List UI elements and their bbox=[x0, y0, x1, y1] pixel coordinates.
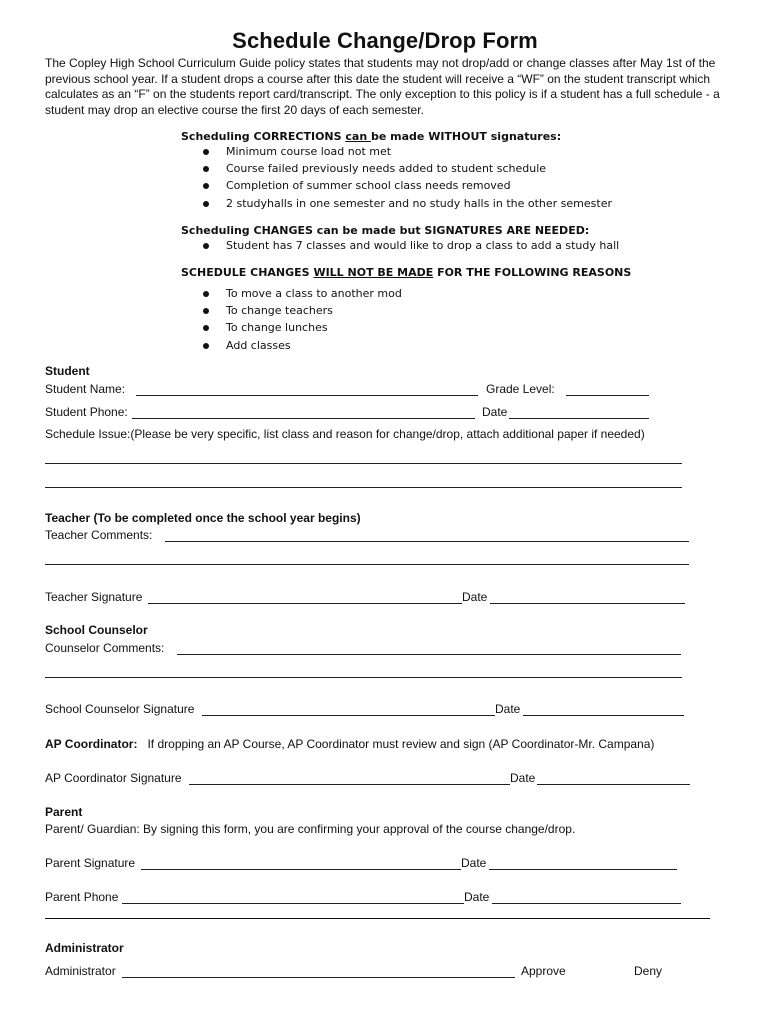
counselor-comments-label: Counselor Comments: bbox=[45, 641, 165, 655]
teacher-signature-field[interactable] bbox=[148, 603, 462, 604]
section-divider bbox=[45, 918, 710, 919]
teacher-signature-label: Teacher Signature bbox=[45, 590, 143, 604]
page-title: Schedule Change/Drop Form bbox=[232, 28, 538, 53]
student-phone-label: Student Phone: bbox=[45, 405, 128, 419]
corrections-list bbox=[181, 143, 661, 212]
list-item: To change lunches bbox=[181, 319, 661, 336]
teacher-comments-line-2[interactable] bbox=[45, 564, 689, 565]
teacher-date-field[interactable] bbox=[490, 603, 685, 604]
changes-heading: Scheduling CHANGES can be made but SIGNATURES ARE NEEDED: bbox=[181, 224, 590, 237]
list-item: To change teachers bbox=[181, 302, 661, 319]
counselor-date-field[interactable] bbox=[523, 715, 684, 716]
list-item: To move a class to another mod bbox=[181, 285, 661, 302]
student-heading: Student bbox=[45, 364, 90, 378]
corrections-heading: Scheduling CORRECTIONS can be made WITHOUT signatures: bbox=[181, 130, 562, 143]
not-made-section bbox=[181, 266, 661, 354]
counselor-date-label: Date bbox=[495, 702, 521, 716]
bullet-icon bbox=[203, 308, 209, 314]
administrator-heading: Administrator bbox=[45, 941, 124, 955]
deny-option[interactable]: Deny bbox=[634, 964, 663, 978]
ap-coordinator-heading: AP Coordinator: bbox=[45, 737, 138, 751]
administrator-signature-field[interactable] bbox=[122, 977, 515, 978]
parent-phone-field[interactable] bbox=[122, 903, 464, 904]
bullet-icon bbox=[203, 325, 209, 331]
bullet-icon bbox=[203, 166, 209, 172]
bullet-icon bbox=[203, 201, 209, 207]
parent-phone-label: Parent Phone bbox=[45, 890, 119, 904]
counselor-comments-field[interactable] bbox=[177, 654, 681, 655]
administrator-label: Administrator bbox=[45, 964, 116, 978]
list-item: Course failed previously needs added to student schedule bbox=[181, 160, 661, 177]
teacher-date-label: Date bbox=[462, 590, 488, 604]
parent-heading: Parent bbox=[45, 805, 83, 819]
student-date-label: Date bbox=[482, 405, 508, 419]
bullet-icon bbox=[203, 183, 209, 189]
ap-signature-field[interactable] bbox=[189, 784, 510, 785]
parent-consent-note: Parent/ Guardian: By signing this form, you are confirming your approval of the course change/drop. bbox=[45, 822, 576, 836]
bullet-icon bbox=[203, 243, 209, 249]
student-name-field[interactable] bbox=[136, 395, 478, 396]
counselor-signature-label: School Counselor Signature bbox=[45, 702, 195, 716]
list-item: Minimum course load not met bbox=[181, 143, 661, 160]
list-item: 2 studyhalls in one semester and no study halls in the other semester bbox=[181, 195, 661, 212]
parent-phone-date-field[interactable] bbox=[492, 903, 681, 904]
bullet-icon bbox=[203, 149, 209, 155]
parent-signature-date-field[interactable] bbox=[489, 869, 677, 870]
teacher-comments-label: Teacher Comments: bbox=[45, 528, 153, 542]
ap-coordinator-row bbox=[45, 737, 654, 752]
parent-signature-date-label: Date bbox=[461, 856, 487, 870]
policy-paragraph: The Copley High School Curriculum Guide policy states that students may not drop/add or change classes after May 1st of the previous school year. If a student drops a course after this date the student will receive a “WF” on the student transcript which calculates as an “F” on the students report card/transcript. The only exception to this policy is if a student has a full schedule - a student may drop an elective course the first 20 days of each semester. bbox=[45, 56, 720, 117]
grade-level-field[interactable] bbox=[566, 395, 649, 396]
changes-section bbox=[181, 224, 661, 254]
counselor-signature-field[interactable] bbox=[202, 715, 495, 716]
grade-level-label: Grade Level: bbox=[486, 382, 555, 396]
bullet-icon bbox=[203, 343, 209, 349]
schedule-issue-label: Schedule Issue:(Please be very specific, list class and reason for change/drop, attach additional paper if needed) bbox=[45, 427, 645, 441]
parent-signature-label: Parent Signature bbox=[45, 856, 136, 870]
parent-phone-date-label: Date bbox=[464, 890, 490, 904]
schedule-issue-line-2[interactable] bbox=[45, 487, 682, 488]
list-item: Add classes bbox=[181, 337, 661, 354]
ap-date-label: Date bbox=[510, 771, 536, 785]
teacher-comments-field[interactable] bbox=[165, 541, 689, 542]
list-item: Student has 7 classes and would like to drop a class to add a study hall bbox=[181, 237, 661, 254]
schedule-issue-line-1[interactable] bbox=[45, 463, 682, 464]
counselor-comments-line-2[interactable] bbox=[45, 677, 682, 678]
ap-signature-label: AP Coordinator Signature bbox=[45, 771, 182, 785]
corrections-section bbox=[181, 130, 661, 212]
student-name-label: Student Name: bbox=[45, 382, 126, 396]
not-made-heading: SCHEDULE CHANGES WILL NOT BE MADE FOR THE FOLLOWING REASONS bbox=[181, 266, 632, 279]
parent-signature-field[interactable] bbox=[141, 869, 461, 870]
teacher-heading: Teacher (To be completed once the school year begins) bbox=[45, 511, 361, 525]
student-date-field[interactable] bbox=[509, 418, 649, 419]
student-phone-field[interactable] bbox=[132, 418, 475, 419]
ap-coordinator-note: If dropping an AP Course, AP Coordinator must review and sign (AP Coordinator-Mr. Campana) bbox=[147, 737, 655, 751]
counselor-heading: School Counselor bbox=[45, 623, 148, 637]
ap-date-field[interactable] bbox=[537, 784, 690, 785]
changes-list bbox=[181, 237, 661, 254]
list-item: Completion of summer school class needs removed bbox=[181, 177, 661, 194]
not-made-list bbox=[181, 285, 661, 354]
bullet-icon bbox=[203, 291, 209, 297]
approve-option[interactable]: Approve bbox=[521, 964, 566, 978]
